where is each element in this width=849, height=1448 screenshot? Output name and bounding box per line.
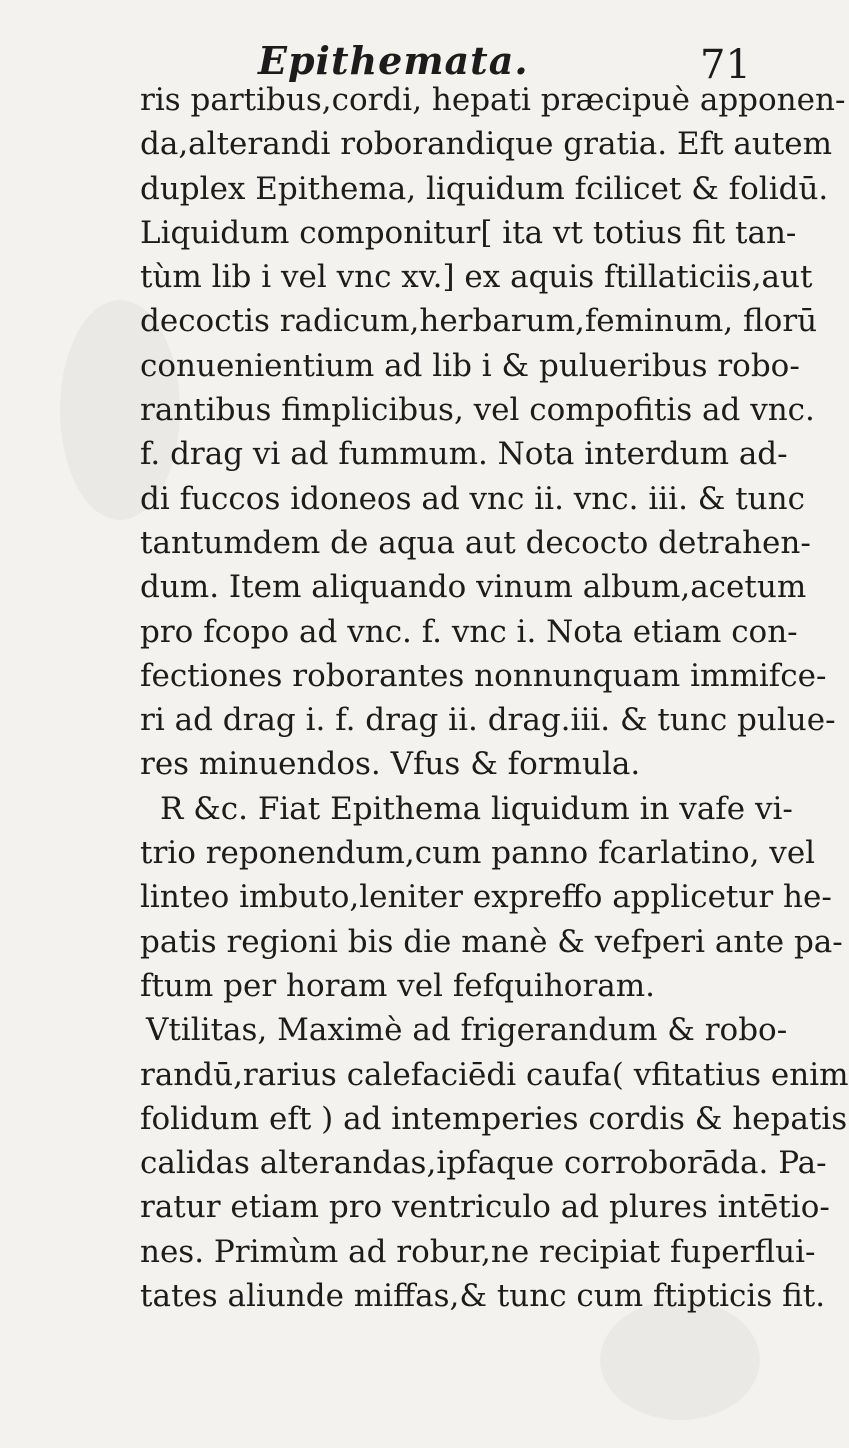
running-head: Epithemata.	[258, 38, 529, 83]
text-line: ri ad drag i. f. drag ii. drag.iii. & tunc pulue-	[140, 702, 836, 739]
text-line: patis regioni bis die manè & vefperi ante pa-	[140, 923, 843, 960]
text-line: ftum per horam vel fefquihoram.	[140, 967, 656, 1004]
text-line: fectiones roborantes nonnunquam immifce-	[140, 657, 827, 694]
text-line: di fuccos idoneos ad vnc ii. vnc. iii. & tunc	[140, 480, 805, 517]
text-line: calidas alterandas,ipfaque corroborāda. Pa-	[140, 1145, 827, 1182]
text-line: randū,rarius calefaciēdi caufa( vfitatius enim	[140, 1056, 849, 1093]
text-line: ratur etiam pro ventriculo ad plures intētio-	[140, 1189, 830, 1226]
text-line: nes. Primùm ad robur,ne recipiat fuperflui-	[140, 1233, 816, 1270]
page-number: 71	[700, 42, 751, 88]
text-line: Liquidum componitur[ ita vt totius fit tan-	[140, 214, 797, 251]
text-line: pro fcopo ad vnc. f. vnc i. Nota etiam con-	[140, 613, 798, 650]
text-line: R &c. Fiat Epithema liquidum in vafe vi-	[160, 790, 793, 827]
text-line: tates aliunde miffas,& tunc cum ftipticis fit.	[140, 1278, 826, 1315]
body-text	[140, 78, 849, 1318]
text-line: decoctis radicum,herbarum,feminum, florū	[140, 303, 818, 340]
text-line: trio reponendum,cum panno fcarlatino, vel	[140, 835, 816, 872]
text-line: Vtilitas, Maximè ad frigerandum & robo-	[146, 1012, 788, 1049]
text-line: tantumdem de aqua aut decocto detrahen-	[140, 524, 811, 561]
text-line: res minuendos. Vfus & formula.	[140, 746, 641, 783]
text-line: dum. Item aliquando vinum album,acetum	[140, 569, 807, 606]
text-line: conuenientium ad lib i & pulueribus robo-	[140, 347, 800, 384]
text-line: folidum eft ) ad intemperies cordis & hepatis	[140, 1100, 848, 1137]
text-line: duplex Epithema, liquidum fcilicet & folidū.	[140, 170, 829, 207]
text-line: tùm lib i vel vnc xv.] ex aquis ftillaticiis,aut	[140, 259, 813, 296]
text-line: linteo imbuto,leniter expreffo applicetur he-	[140, 879, 832, 916]
text-line: rantibus fimplicibus, vel compofitis ad vnc.	[140, 392, 815, 429]
text-line: ris partibus,cordi, hepati præcipuè apponen-	[140, 82, 846, 118]
text-line: f. drag vi ad fummum. Nota interdum ad-	[140, 436, 788, 473]
text-line: da,alterandi roborandique gratia. Eft autem	[140, 126, 833, 163]
